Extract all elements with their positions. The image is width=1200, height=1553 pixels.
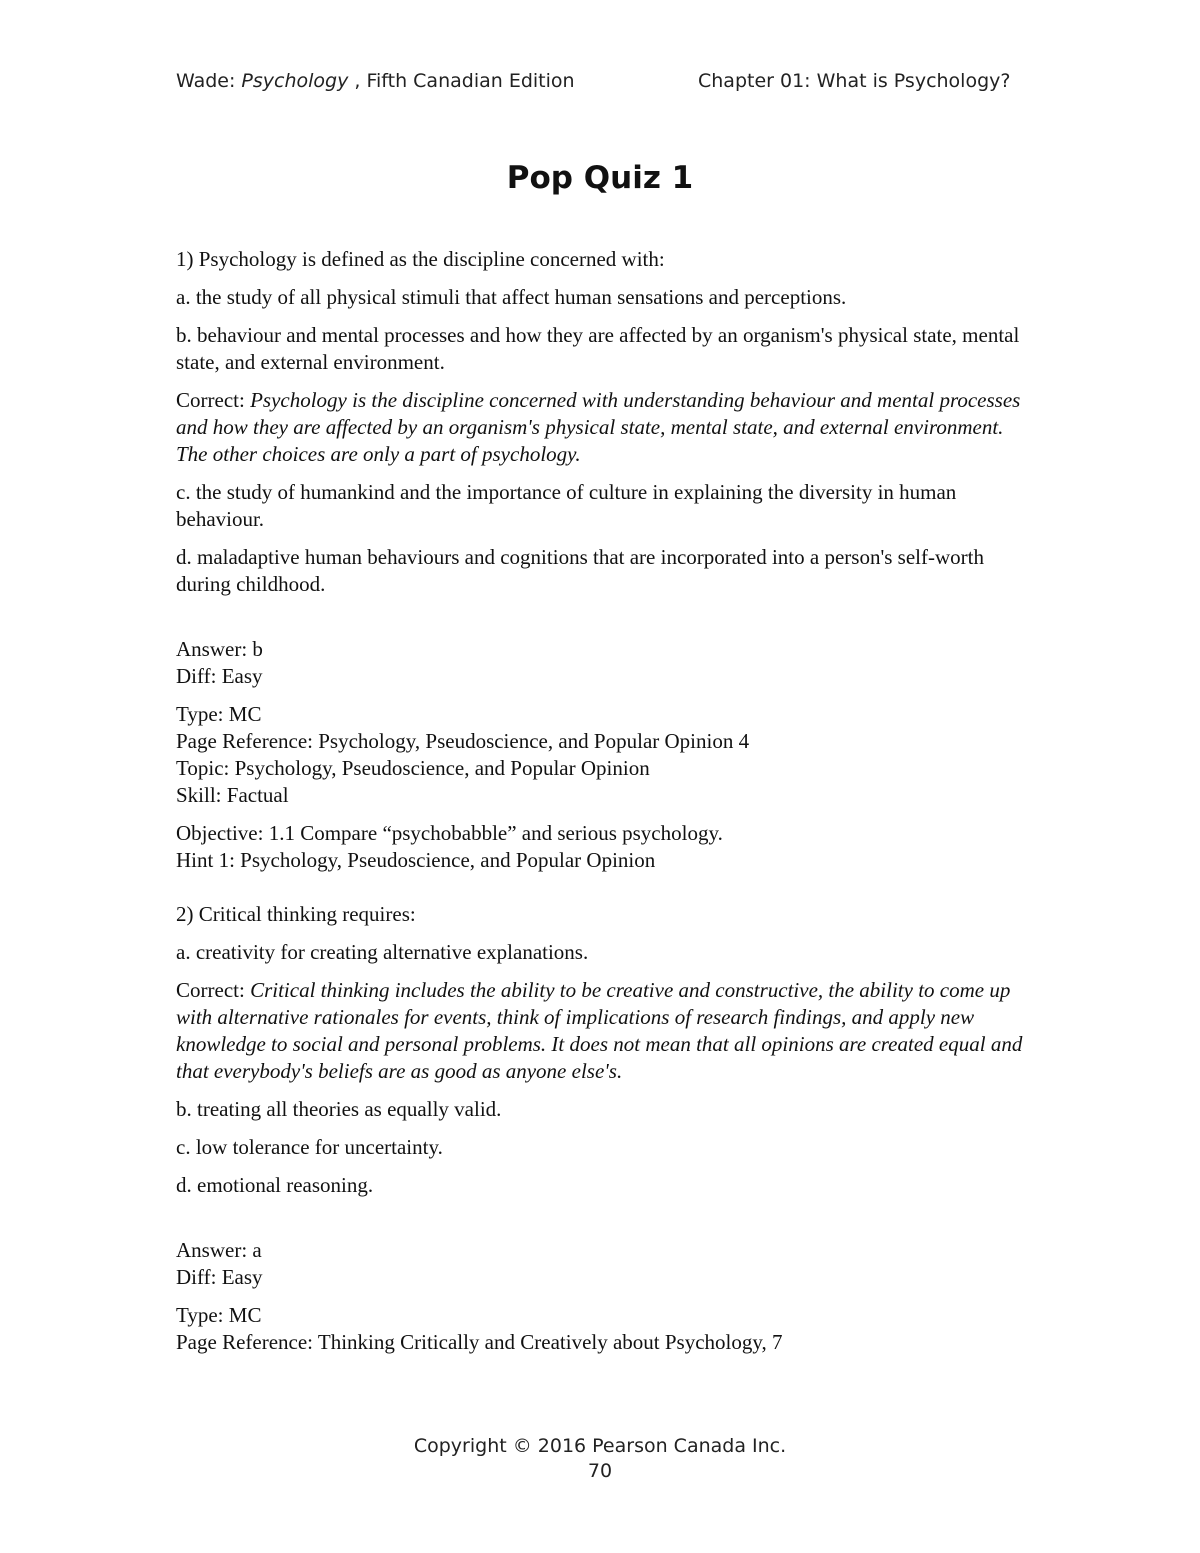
question-2-difficulty: Diff: Easy [176, 1265, 263, 1289]
question-2-option-d: d. emotional reasoning. [176, 1173, 374, 1197]
header-book-title: Psychology [241, 70, 349, 92]
correct-label: Correct: [176, 388, 251, 412]
question-2-stem: 2) Critical thinking requires: [176, 902, 416, 926]
question-2-answer: Answer: a [176, 1238, 262, 1262]
question-1-hint: Hint 1: Psychology, Pseudoscience, and Popular Opinion [176, 848, 656, 872]
question-2-page-reference: Page Reference: Thinking Critically and Creatively about Psychology, 7 [176, 1330, 783, 1354]
header-edition: , Fifth Canadian Edition [348, 70, 575, 92]
question-1-metadata-block [176, 701, 1026, 809]
question-1-answer-block [176, 636, 1026, 690]
question-2-option-a: a. creativity for creating alternative explanations. [176, 940, 589, 964]
question-1-page-reference: Page Reference: Psychology, Pseudoscience, and Popular Opinion 4 [176, 729, 750, 753]
question-1-option-c: c. the study of humankind and the importance of culture in explaining the diversity in human behaviour. [176, 480, 957, 531]
correct-explanation: Critical thinking includes the ability to be creative and constructive, the ability to come up with alternative rationales for events, think of implications of research findings, and apply new knowledge to social and personal problems. It does not mean that all opinions are created equal and that everybody's beliefs are as good as anyone else's. [176, 978, 1023, 1083]
question-1-difficulty: Diff: Easy [176, 664, 263, 688]
correct-label: Correct: [176, 978, 251, 1002]
question-1-option-d: d. maladaptive human behaviours and cognitions that are incorporated into a person's self-worth during childhood. [176, 545, 984, 596]
header-author: Wade: [176, 70, 242, 92]
question-1-correct-feedback [176, 387, 1026, 468]
running-header [176, 70, 1026, 100]
copyright-notice: Copyright © 2016 Pearson Canada Inc. [413, 1435, 787, 1457]
question-2 [176, 901, 1026, 1356]
correct-explanation: Psychology is the discipline concerned with understanding behaviour and mental processes and how they are affected by an organism's physical state, mental state, and external environment. The other choices are only a part of psychology. [176, 388, 1021, 466]
page-number: 70 [587, 1460, 613, 1482]
question-1-stem: 1) Psychology is defined as the discipline concerned with: [176, 247, 665, 271]
question-2-option-b: b. treating all theories as equally valid. [176, 1097, 502, 1121]
question-2-option-c: c. low tolerance for uncertainty. [176, 1135, 443, 1159]
question-2-type: Type: MC [176, 1303, 262, 1327]
question-1-topic: Topic: Psychology, Pseudoscience, and Popular Opinion [176, 756, 650, 780]
header-book-info [176, 70, 575, 92]
question-1 [176, 246, 1026, 874]
question-2-answer-block [176, 1237, 1026, 1291]
question-1-objective-block [176, 820, 1026, 874]
page-footer [0, 1434, 1200, 1484]
question-1-objective: Objective: 1.1 Compare “psychobabble” and serious psychology. [176, 821, 723, 845]
quiz-content [176, 246, 1026, 1367]
question-1-option-b: b. behaviour and mental processes and how they are affected by an organism's physical state, mental state, and external environment. [176, 323, 1020, 374]
question-1-skill: Skill: Factual [176, 783, 289, 807]
header-chapter: Chapter 01: What is Psychology? [698, 70, 1011, 92]
page-title: Pop Quiz 1 [506, 160, 694, 196]
question-2-correct-feedback [176, 977, 1026, 1085]
question-1-answer: Answer: b [176, 637, 263, 661]
question-1-option-a: a. the study of all physical stimuli that affect human sensations and perceptions. [176, 285, 847, 309]
question-2-metadata-block [176, 1302, 1026, 1356]
question-1-type: Type: MC [176, 702, 262, 726]
